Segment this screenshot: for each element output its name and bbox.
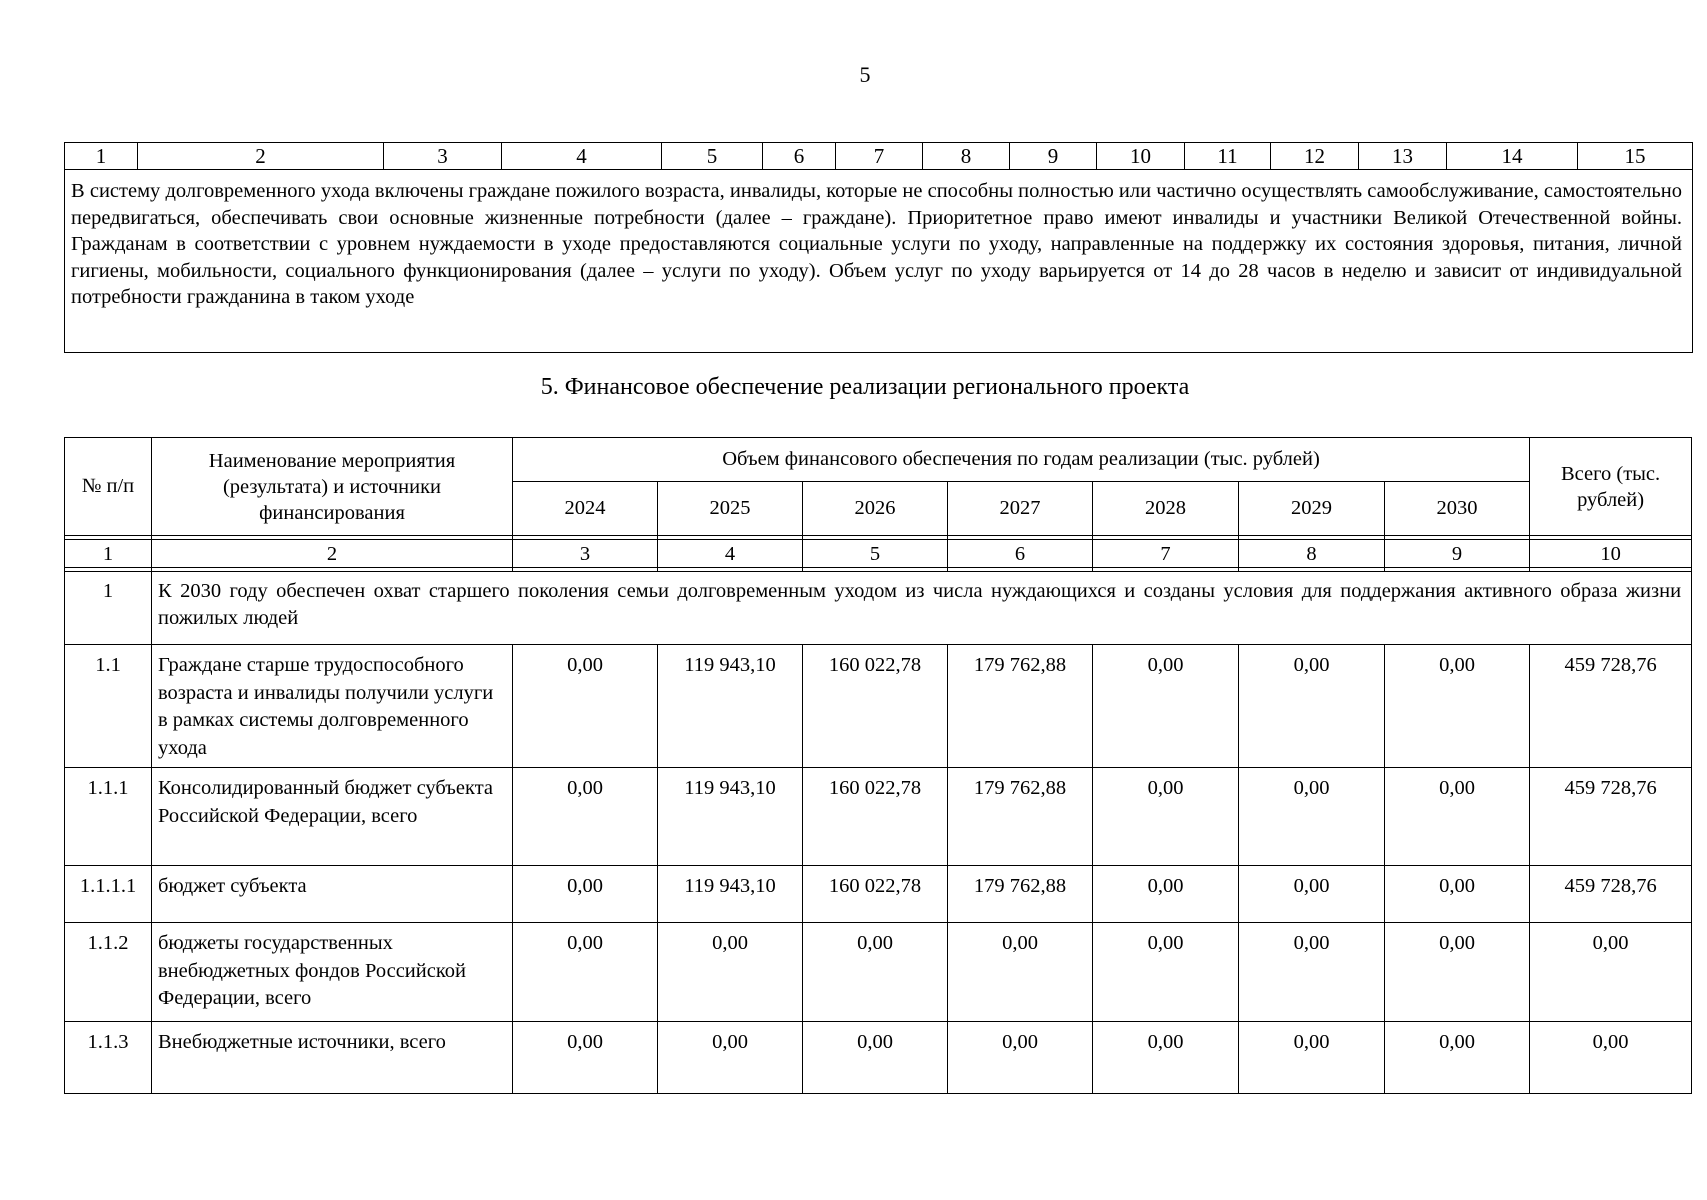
table-row [65,768,1692,866]
column-number: 10 [1097,143,1185,170]
column-number: 5 [803,540,948,568]
row-num: 1.1.3 [65,1022,152,1094]
column-number: 6 [948,540,1093,568]
row-value: 179 762,88 [948,768,1093,866]
column-number-row [65,143,1693,170]
row-value: 0,00 [1385,1022,1530,1094]
care-system-description: В систему долговременного ухода включены граждане пожилого возраста, инвалиды, которые не способны полностью или частично осуществлять самообслуживание, самостоятельно передвигаться, обеспечивать свои основные жизненные потребности (далее – граждане). Приоритетное право имеют инвалиды и участники Великой Отечественной войны. Гражданам в соответствии с уровнем нуждаемости в уходе предоставляются социальные услуги по уходу, направленные на поддержку их состояния здоровья, питания, личной гигиены, мобильности, социального функционирования (далее – услуги по уходу). Объем услуг по уходу варьируется от 14 до 28 часов в неделю и зависит от индивидуальной потребности гражданина в таком уходе [65,170,1693,353]
column-number: 8 [923,143,1010,170]
row-name: Граждане старше трудоспособного возраста и инвалиды получили услуги в рамках системы долговременного ухода [152,645,513,768]
row-num: 1.1.1.1 [65,866,152,923]
row-value: 0,00 [1239,866,1385,923]
row-value: 0,00 [803,1022,948,1094]
header-num: № п/п [65,438,152,536]
table-row [65,1022,1692,1094]
row-value: 160 022,78 [803,866,948,923]
column-number: 15 [1578,143,1693,170]
row-total: 459 728,76 [1530,866,1692,923]
row-value: 0,00 [658,923,803,1022]
row-value: 0,00 [1239,1022,1385,1094]
column-number: 4 [502,143,662,170]
column-number: 7 [836,143,923,170]
column-number: 11 [1185,143,1271,170]
column-number: 3 [513,540,658,568]
row-value: 0,00 [1093,768,1239,866]
column-number: 4 [658,540,803,568]
row-num: 1.1 [65,645,152,768]
goal-text: К 2030 году обеспечен охват старшего поколения семьи долговременным уходом из числа нуждающихся и созданы условия для поддержания активного образа жизни пожилых людей [152,572,1692,645]
table-row [65,866,1692,923]
row-value: 0,00 [513,866,658,923]
row-value: 0,00 [513,923,658,1022]
column-number: 13 [1359,143,1447,170]
column-number: 1 [65,540,152,568]
financing-table [64,437,1692,1094]
row-value: 0,00 [1385,645,1530,768]
page-number: 5 [859,62,871,87]
row-value: 160 022,78 [803,645,948,768]
column-number: 9 [1385,540,1530,568]
header-year: 2027 [948,482,1093,536]
row-name: бюджет субъекта [152,866,513,923]
row-value: 0,00 [803,923,948,1022]
row-name: Внебюджетные источники, всего [152,1022,513,1094]
goal-num: 1 [65,572,152,645]
header-total: Всего (тыс. рублей) [1530,438,1692,536]
header-year: 2030 [1385,482,1530,536]
header-name: Наименование мероприятия (результата) и источники финансирования [152,438,513,536]
column-number: 7 [1093,540,1239,568]
goal-row [65,572,1692,645]
column-number: 5 [662,143,763,170]
row-total: 0,00 [1530,1022,1692,1094]
header-year: 2024 [513,482,658,536]
section-title: 5. Финансовое обеспечение реализации регионального проекта [540,374,1190,400]
row-value: 0,00 [1385,923,1530,1022]
row-value: 179 762,88 [948,866,1093,923]
row-value: 119 943,10 [658,768,803,866]
table-row [65,923,1692,1022]
row-value: 0,00 [513,1022,658,1094]
column-number: 2 [138,143,384,170]
row-total: 459 728,76 [1530,768,1692,866]
row-value: 119 943,10 [658,645,803,768]
column-number: 10 [1530,540,1692,568]
row-value: 0,00 [1385,768,1530,866]
column-number: 14 [1447,143,1578,170]
row-value: 119 943,10 [658,866,803,923]
header-year: 2029 [1239,482,1385,536]
row-name: бюджеты государственных внебюджетных фондов Российской Федерации, всего [152,923,513,1022]
row-value: 0,00 [948,1022,1093,1094]
row-num: 1.1.1 [65,768,152,866]
column-number: 12 [1271,143,1359,170]
header-year: 2028 [1093,482,1239,536]
row-value: 0,00 [1239,923,1385,1022]
column-number-row [65,540,1692,568]
column-number: 8 [1239,540,1385,568]
header-year: 2026 [803,482,948,536]
row-value: 0,00 [513,768,658,866]
row-value: 160 022,78 [803,768,948,866]
column-number: 3 [384,143,502,170]
column-number: 9 [1010,143,1097,170]
column-number: 1 [65,143,138,170]
row-value: 0,00 [658,1022,803,1094]
row-value: 0,00 [948,923,1093,1022]
row-name: Консолидированный бюджет субъекта Российской Федерации, всего [152,768,513,866]
continued-table [64,142,1693,353]
row-value: 0,00 [1093,645,1239,768]
row-value: 0,00 [513,645,658,768]
column-number: 2 [152,540,513,568]
header-year: 2025 [658,482,803,536]
column-number: 6 [763,143,836,170]
row-total: 459 728,76 [1530,645,1692,768]
row-num: 1.1.2 [65,923,152,1022]
table-row [65,645,1692,768]
row-total: 0,00 [1530,923,1692,1022]
row-value: 0,00 [1385,866,1530,923]
row-value: 179 762,88 [948,645,1093,768]
row-value: 0,00 [1093,866,1239,923]
row-value: 0,00 [1093,1022,1239,1094]
row-value: 0,00 [1093,923,1239,1022]
row-value: 0,00 [1239,768,1385,866]
row-value: 0,00 [1239,645,1385,768]
header-volume: Объем финансового обеспечения по годам реализации (тыс. рублей) [513,438,1530,482]
